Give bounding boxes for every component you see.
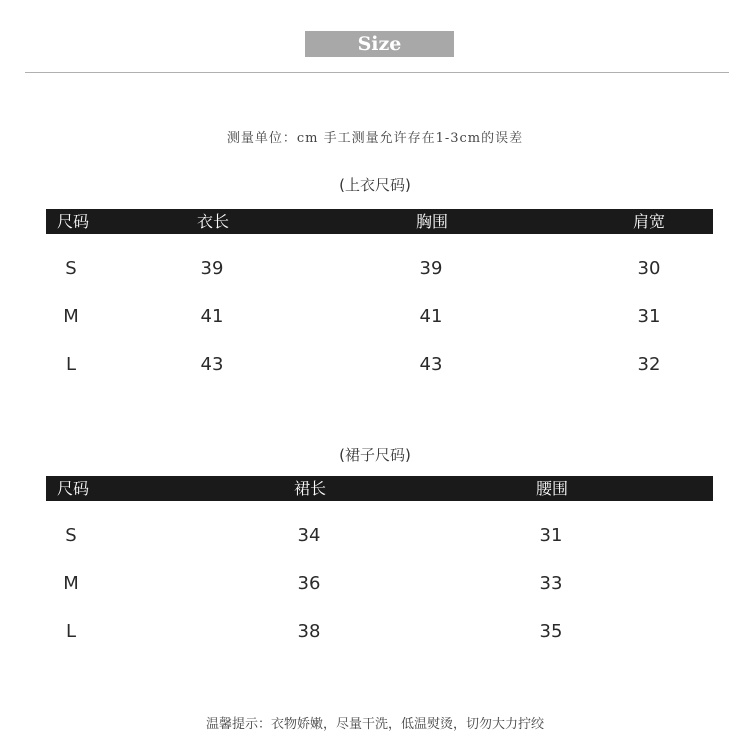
size-banner: Size — [305, 31, 454, 57]
size-cell: S — [65, 258, 77, 279]
waist-cell: 31 — [539, 525, 563, 546]
skirt-size-header — [46, 476, 713, 501]
shoulder-cell: 32 — [637, 354, 661, 375]
chest-cell: 43 — [419, 354, 443, 375]
skirt-length-cell: 36 — [297, 573, 321, 594]
top-size-title: (上衣尺码) — [339, 176, 411, 194]
shoulder-cell: 31 — [637, 306, 661, 327]
shoulder-cell: 30 — [637, 258, 661, 279]
header-shoulder: 肩宽 — [632, 212, 666, 231]
length-cell: 39 — [200, 258, 224, 279]
length-cell: 43 — [200, 354, 224, 375]
waist-cell: 35 — [539, 621, 563, 642]
top-size-header — [46, 209, 713, 234]
header-size: 尺码 — [57, 212, 90, 231]
header-chest: 胸围 — [415, 212, 449, 231]
size-cell: M — [63, 306, 79, 327]
size-cell: L — [65, 354, 77, 375]
size-cell: S — [65, 525, 77, 546]
skirt-length-cell: 34 — [297, 525, 321, 546]
header-skirt-length: 裙长 — [293, 479, 327, 498]
header-length: 衣长 — [196, 212, 230, 231]
care-tip: 温馨提示：衣物娇嫩，尽量干洗，低温熨烫，切勿大力拧绞 — [205, 717, 544, 732]
skirt-size-title: (裙子尺码) — [339, 446, 411, 464]
skirt-length-cell: 38 — [297, 621, 321, 642]
length-cell: 41 — [200, 306, 224, 327]
waist-cell: 33 — [539, 573, 563, 594]
header-size: 尺码 — [57, 479, 90, 498]
header-waist: 腰围 — [535, 479, 569, 498]
size-cell: L — [65, 621, 77, 642]
chest-cell: 41 — [419, 306, 443, 327]
top-divider — [25, 72, 729, 73]
measurement-note: 测量单位：cm 手工测量允许存在1-3cm的误差 — [226, 131, 524, 146]
chest-cell: 39 — [419, 258, 443, 279]
size-cell: M — [63, 573, 79, 594]
